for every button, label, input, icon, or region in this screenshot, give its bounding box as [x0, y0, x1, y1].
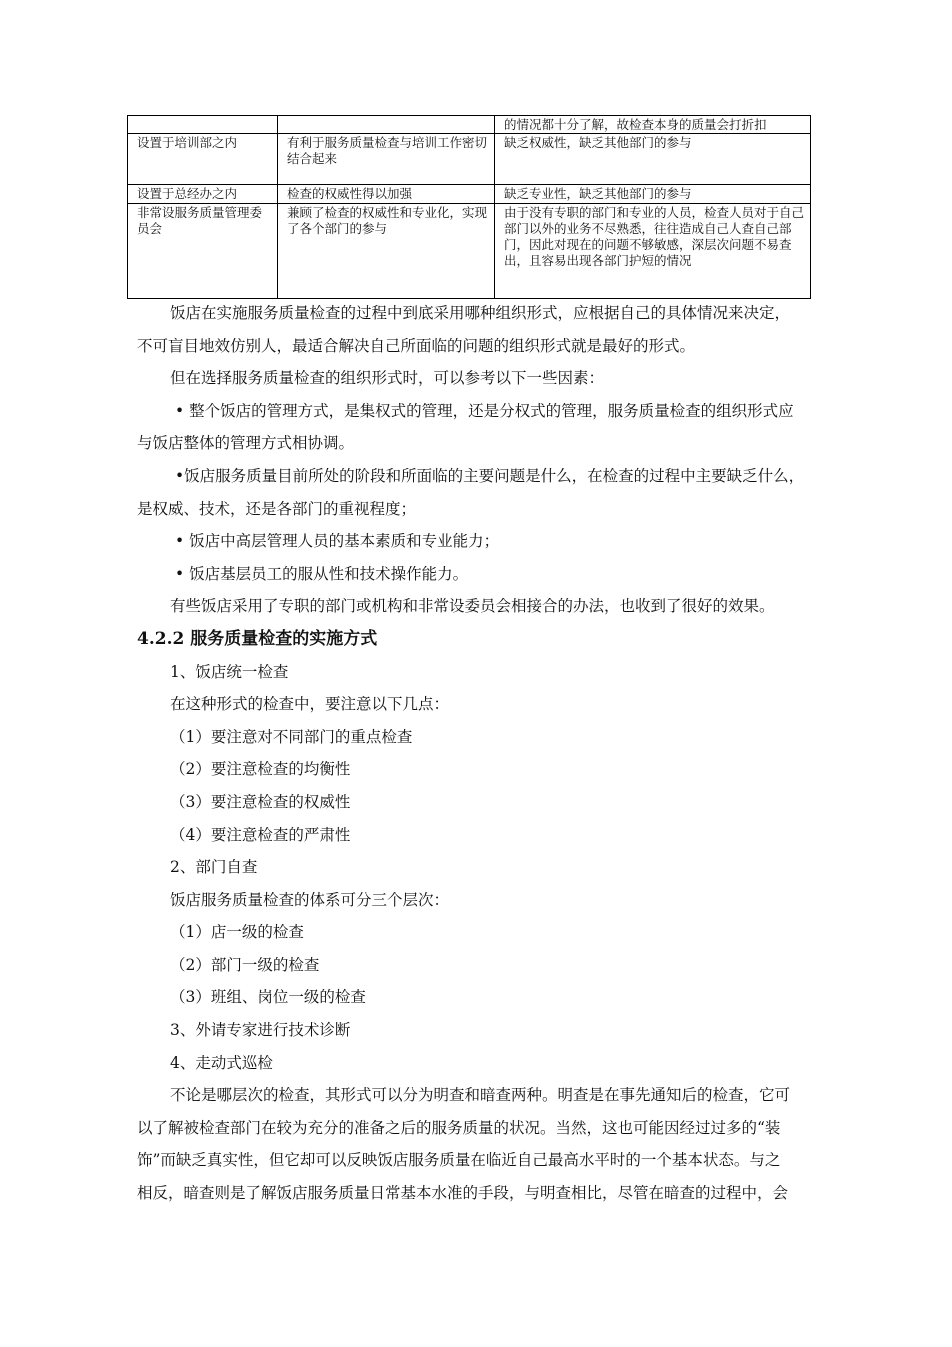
- list-item: （2）要注意检查的均衡性: [170, 760, 351, 779]
- bullet-item: • 整个饭店的管理方式，是集权式的管理，还是分权式的管理，服务质量检查的组织形式应: [175, 401, 794, 420]
- list-item: （3）要注意检查的权威性: [170, 792, 351, 811]
- table-cell: 非常设服务质量管理委员会: [128, 204, 278, 299]
- table-cell: 检查的权威性得以加强: [278, 185, 495, 204]
- table-cell: 有利于服务质量检查与培训工作密切结合起来: [278, 134, 495, 185]
- table-row: [128, 116, 811, 134]
- bullet-item-continuation: 是权威、技术，还是各部门的重视程度；: [137, 499, 417, 518]
- paragraph: 在这种形式的检查中，要注意以下几点：: [170, 695, 450, 714]
- table-row: [128, 204, 811, 299]
- subsection-title: 3、外请专家进行技术诊断: [170, 1021, 351, 1040]
- paragraph-line: 饭店在实施服务质量检查的过程中到底采用哪种组织形式，应根据自己的具体情况来决定，: [170, 304, 791, 322]
- paragraph-line: 不可盲目地效仿别人，最适合解决自己所面临的问题的组织形式就是最好的形式。: [137, 336, 696, 355]
- table-cell: 兼顾了检查的权威性和专业化，实现了各个部门的参与: [278, 204, 495, 299]
- table-cell: 缺乏专业性，缺乏其他部门的参与: [495, 185, 811, 204]
- list-item: （2）部门一级的检查: [170, 955, 320, 974]
- table-row: [128, 185, 811, 204]
- bullet-item: • 饭店中高层管理人员的基本素质和专业能力；: [175, 532, 500, 551]
- paragraph-line: 不论是哪层次的检查，其形式可以分为明查和暗查两种。明查是在事先通知后的检查，它可: [170, 1086, 791, 1105]
- organization-form-table: [127, 115, 811, 299]
- paragraph: 但在选择服务质量检查的组织形式时，可以参考以下一些因素：: [170, 369, 605, 388]
- subsection-title: 2、部门自查: [170, 858, 258, 877]
- body-text: [137, 297, 837, 1210]
- table-cell: 由于没有专职的部门和专业的人员，检查人员对于自己部门以外的业务不尽熟悉，往往造成自己人查自己部门，因此对现在的问题不够敏感，深层次问题不易查出，且容易出现各部门护短的情况: [495, 204, 811, 299]
- list-item: （1）店一级的检查: [170, 923, 304, 942]
- bullet-item: • 饭店基层员工的服从性和技术操作能力。: [175, 564, 469, 583]
- subsection-title: 4、走动式巡检: [170, 1053, 273, 1072]
- list-item: （1）要注意对不同部门的重点检查: [170, 727, 413, 746]
- section-heading: 4.2.2 服务质量检查的实施方式: [137, 628, 378, 649]
- bullet-item-continuation: 与饭店整体的管理方式相协调。: [137, 434, 355, 453]
- paragraph-line: 相反，暗查则是了解饭店服务质量日常基本水准的手段，与明查相比，尽管在暗查的过程中，会: [137, 1184, 789, 1203]
- bullet-item: •饭店服务质量目前所处的阶段和所面临的主要问题是什么，在检查的过程中主要缺乏什么，: [175, 466, 805, 485]
- list-item: （4）要注意检查的严肃性: [170, 825, 351, 844]
- table-cell: 设置于培训部之内: [128, 134, 278, 185]
- paragraph-line: 以了解被检查部门在较为充分的准备之后的服务质量的状况。当然，这也可能因经过过多的“装: [137, 1118, 781, 1137]
- table-cell: 的情况都十分了解，故检查本身的质量会打折扣: [495, 116, 811, 134]
- table-cell: 缺乏权威性，缺乏其他部门的参与: [495, 134, 811, 185]
- table-cell: 设置于总经办之内: [128, 185, 278, 204]
- table-row: [128, 134, 811, 185]
- list-item: （3）班组、岗位一级的检查: [170, 988, 366, 1007]
- paragraph: 有些饭店采用了专职的部门或机构和非常设委员会相接合的办法，也收到了很好的效果。: [170, 597, 775, 616]
- paragraph: 饭店服务质量检查的体系可分三个层次：: [170, 890, 450, 909]
- paragraph-line: 饰”而缺乏真实性，但它却可以反映饭店服务质量在临近自己最高水平时的一个基本状态。与之: [137, 1151, 781, 1170]
- table-cell: [128, 116, 278, 134]
- subsection-title: 1、饭店统一检查: [170, 662, 289, 681]
- table-cell: [278, 116, 495, 134]
